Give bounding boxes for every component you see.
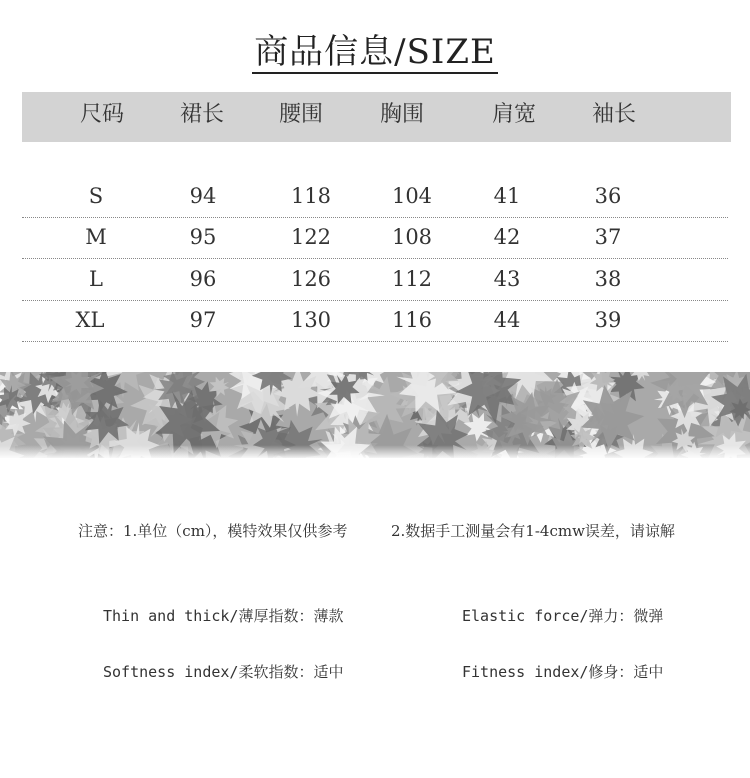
cell-chest: 116: [391, 308, 433, 332]
cell-size: XL: [75, 308, 105, 332]
cell-skirt-length: 94: [189, 184, 217, 208]
cell-shoulder: 41: [493, 184, 521, 208]
elastic-force: Elastic force/弹力：微弹: [462, 607, 664, 625]
size-table-header: [22, 92, 731, 142]
header-waist: 腰围: [278, 102, 323, 127]
cell-size: M: [85, 225, 107, 249]
cell-size: S: [88, 184, 104, 208]
cell-size: L: [89, 267, 103, 291]
page-title: [0, 24, 750, 73]
cell-sleeve: 39: [594, 308, 622, 332]
softness-index: Softness index/柔软指数：适中: [103, 663, 344, 681]
thickness-index: Thin and thick/薄厚指数：薄款: [103, 607, 344, 625]
cell-shoulder: 42: [493, 225, 521, 249]
header-shoulder: 肩宽: [491, 102, 536, 127]
table-row: [22, 258, 728, 301]
maple-leaves-banner: [0, 372, 750, 458]
cell-chest: 112: [391, 267, 433, 291]
header-skirt-length: 裙长: [179, 102, 224, 127]
page-title-text: 商品信息/SIZE: [254, 32, 496, 72]
cell-chest: 104: [391, 184, 433, 208]
cell-sleeve: 38: [594, 267, 622, 291]
note-error: 2.数据手工测量会有1-4cmw误差，请谅解: [391, 522, 675, 540]
cell-sleeve: 37: [594, 225, 622, 249]
cell-sleeve: 36: [594, 184, 622, 208]
cell-waist: 126: [290, 267, 332, 291]
header-sleeve: 袖长: [591, 102, 636, 127]
cell-waist: 118: [290, 184, 332, 208]
note-unit: 注意：1.单位（cm），模特效果仅供参考: [78, 522, 348, 540]
maple-leaves-image: [0, 372, 750, 458]
fitness-index: Fitness index/修身：适中: [462, 663, 664, 681]
table-row: [22, 216, 728, 259]
header-chest: 胸围: [379, 102, 424, 127]
cell-chest: 108: [391, 225, 433, 249]
cell-skirt-length: 96: [189, 267, 217, 291]
cell-shoulder: 44: [493, 308, 521, 332]
cell-skirt-length: 97: [189, 308, 217, 332]
cell-waist: 130: [290, 308, 332, 332]
cell-skirt-length: 95: [189, 225, 217, 249]
cell-waist: 122: [290, 225, 332, 249]
cell-shoulder: 43: [493, 267, 521, 291]
table-row: [22, 175, 728, 218]
table-row: [22, 299, 728, 342]
header-size: 尺码: [79, 102, 124, 127]
